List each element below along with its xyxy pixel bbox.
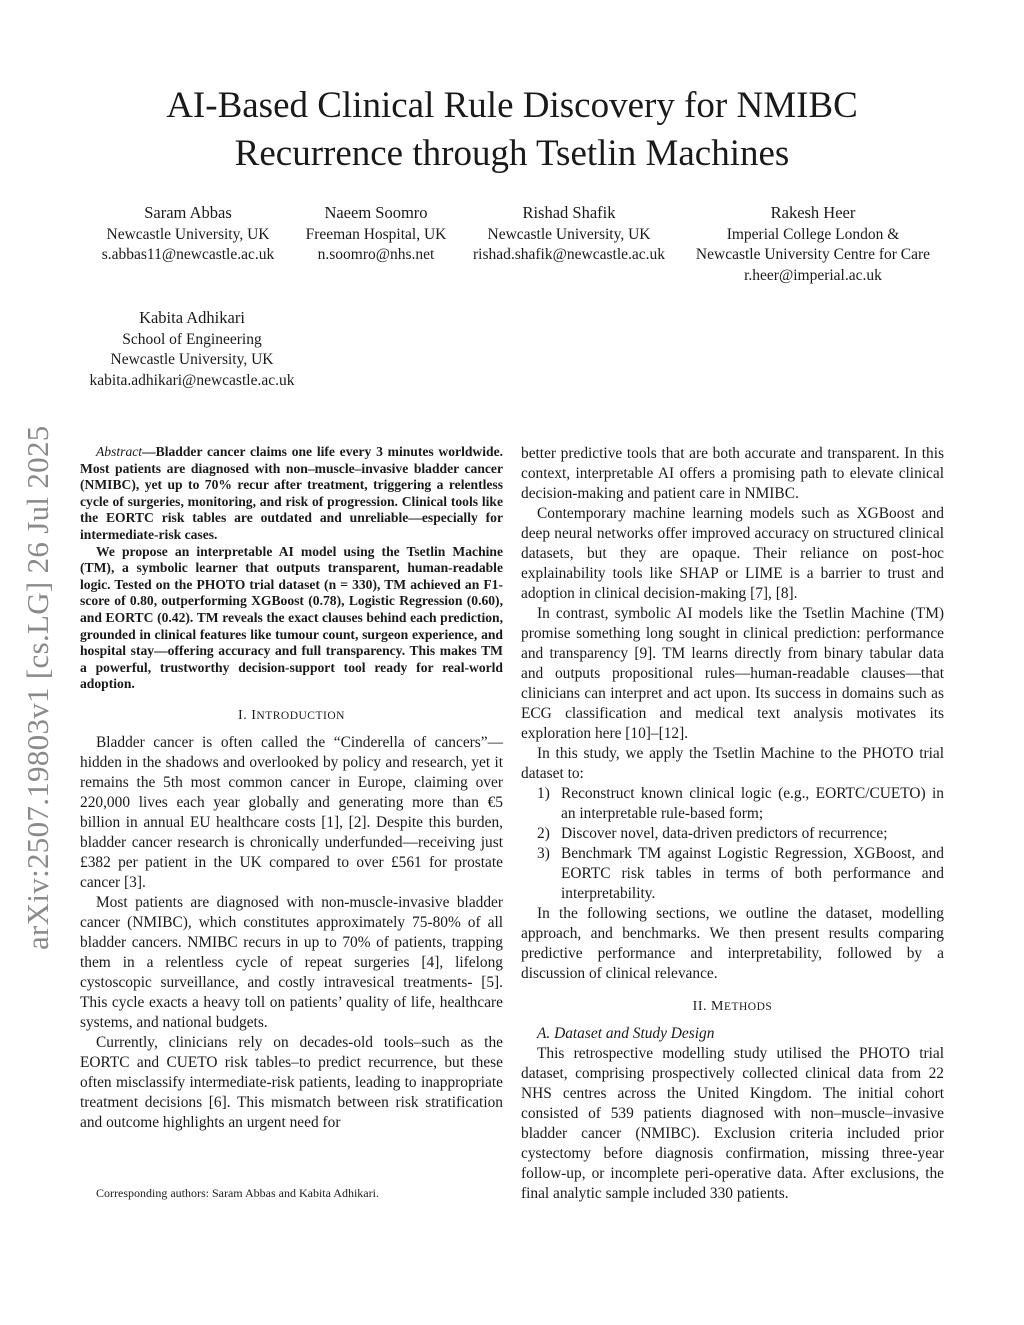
list-text: Reconstruct known clinical logic (e.g., EORTC/CUETO) in an interpretable rule-based form; (561, 785, 944, 822)
body-paragraph: Bladder cancer is often called the “Cinderella of cancers”—hidden in the shadows and overlooked by policy and research, yet it remains the 5th most common cancer in Europe, claiming over 220,000 lives each year globally and generating more than €5 billion in annual EU healthcare costs [1], [2]. Despite this burden, bladder cancer research is chronically underfunded—receiving just £382 per patient in the UK compared to over £561 for prostate cancer [3]. (80, 733, 503, 891)
list-item (521, 844, 944, 904)
author-block (88, 203, 288, 266)
list-text: Discover novel, data-driven predictors of recurrence; (561, 825, 888, 842)
section-heading-introduction (80, 706, 503, 726)
list-number: 1) (537, 785, 550, 802)
author-block (680, 203, 946, 286)
left-column (80, 444, 503, 1133)
author-name: Saram Abbas (144, 203, 232, 222)
contribution-list (521, 784, 944, 904)
body-paragraph: Currently, clinicians rely on decades-old tools–such as the EORTC and CUETO risk tables–to predict recurrence, but these often misclassify intermediate-risk patients, leading to inappropriate treatment decisions [6]. This mismatch between risk stratification and outcome highlights an urgent need for (80, 1033, 503, 1131)
abstract-paragraph (80, 444, 503, 544)
author-email: kabita.adhikari@newcastle.ac.uk (89, 371, 295, 389)
author-email: r.heer@imperial.ac.uk (744, 266, 882, 284)
section-title-rest: NTRODUCTION (256, 709, 345, 722)
body-paragraph: In the following sections, we outline the dataset, modelling approach, and benchmarks. We then present results comparing predictive performance and interpretability, followed by a discussion of clinical relevance. (521, 905, 944, 982)
list-text: Benchmark TM against Logistic Regression, XGBoost, and EORTC risk tables in terms of both performance and interpretability. (561, 845, 944, 902)
author-affiliation: Newcastle University Centre for Care (695, 246, 931, 263)
author-affiliation: Imperial College London & (726, 225, 900, 243)
body-paragraph: In this study, we apply the Tsetlin Machine to the PHOTO trial dataset to: (521, 745, 944, 782)
right-column (521, 444, 944, 1204)
body-paragraph: Most patients are diagnosed with non-muscle-invasive bladder cancer (NMIBC), which constitutes approximately 75-80% of all bladder cancers. NMIBC recurs in up to 70% of patients, trapping them in a relentless cycle of repeat surgeries [4], lifelong cystoscopic surveillance, and costly intravesical treatments- [5]. This cycle exacts a heavy toll on patients’ quality of life, healthcare systems, and national budgets. (80, 893, 503, 1031)
section-title-initial: M (711, 999, 724, 1014)
section-heading-methods (521, 997, 944, 1017)
body-paragraph: Contemporary machine learning models such as XGBoost and deep neural networks offer improved accuracy on structured clinical datasets, but they are opaque. Their reliance on post-hoc explainability tools like SHAP or LIME is a barrier to trust and adoption in clinical decision-making [7], [8]. (521, 505, 944, 602)
author-affiliation: Newcastle University, UK (487, 225, 651, 243)
arxiv-identifier: arXiv:2507.19803v1 [cs.LG] 26 Jul 2025 (20, 425, 55, 950)
body-paragraph: This retrospective modelling study utilised the PHOTO trial dataset, comprising prospectively collected clinical data from 22 NHS centres across the United Kingdom. The initial cohort consisted of 539 patients diagnosed with non–muscle–invasive bladder cancer (NMIBC). Exclusion criteria included prior cystectomy before diagnosis confirmation, missing three-year follow-up, or incomplete peri-operative data. After exclusions, the final analytic sample included 330 patients. (521, 1045, 944, 1202)
abstract-label: Abstract (96, 444, 143, 459)
list-item (521, 784, 944, 824)
section-number: I. (238, 707, 248, 723)
body-paragraph: In contrast, symbolic AI models like the Tsetlin Machine (TM) promise something long sought in clinical prediction: performance and transparency [9]. TM learns directly from binary tabular data and outputs propositional rules—human-readable clauses—that clinicians can interpret and act upon. Its success in domains such as ECG classification and medical text analysis motivates its exploration here [10]–[12]. (521, 605, 944, 742)
author-email: n.soomro@nhs.net (317, 246, 435, 263)
paper-title (0, 82, 1024, 178)
title-line-2: Recurrence through Tsetlin Machines (234, 133, 790, 174)
author-name: Naeem Soomro (324, 203, 428, 222)
abstract-paragraph: We propose an interpretable AI model using the Tsetlin Machine (TM), a symbolic learner that outputs transparent, human-readable logic. Tested on the PHOTO trial dataset (n = 330), TM achieved an F1-score of 0.80, outperforming XGBoost (0.78), Logistic Regression (0.60), and EORTC (0.42). TM reveals the exact clauses behind each prediction, grounded in clinical features like tumour count, surgeon experience, and hospital stay—offering accuracy and full transparency. This makes TM a powerful, trustworthy decision-support tool ready for real-world adoption. (80, 543, 503, 692)
list-item (521, 824, 944, 844)
author-email: s.abbas11@newcastle.ac.uk (101, 246, 275, 263)
author-name: Rakesh Heer (770, 203, 856, 222)
author-affiliation: School of Engineering (122, 330, 262, 348)
section-number: II. (692, 999, 707, 1014)
abstract (80, 444, 503, 693)
subsection-heading: A. Dataset and Study Design (537, 1025, 715, 1042)
author-email: rishad.shafik@newcastle.ac.uk (472, 246, 666, 263)
author-block (290, 203, 462, 266)
author-block (78, 308, 306, 391)
body-paragraph: better predictive tools that are both accurate and transparent. In this context, interpretable AI offers a promising path to elevate clinical decision-making and patient care in NMIBC. (521, 445, 944, 502)
author-affiliation: Freeman Hospital, UK (305, 225, 447, 243)
title-line-1: AI-Based Clinical Rule Discovery for NMIBC (166, 85, 858, 126)
author-name: Kabita Adhikari (139, 308, 245, 327)
section-title-initial: I (251, 707, 257, 723)
list-number: 2) (537, 825, 550, 842)
author-affiliation: Newcastle University, UK (106, 225, 270, 243)
author-block (462, 203, 676, 266)
author-name: Rishad Shafik (522, 203, 616, 222)
list-number: 3) (537, 845, 550, 862)
section-title-rest: ETHODS (723, 1001, 773, 1013)
footnote: Corresponding authors: Saram Abbas and Kabita Adhikari. (96, 1186, 379, 1200)
abstract-text: —Bladder cancer claims one life every 3 minutes worldwide. Most patients are diagnosed with non–muscle–invasive bladder cancer (NMIBC), yet up to 70% recur after treatment, triggering a relentless cycle of surgeries, monitoring, and risk of progression. Clinical tools like the EORTC risk tables are outdated and unreliable—especially for intermediate-risk cases. (80, 444, 503, 542)
author-affiliation: Newcastle University, UK (110, 351, 274, 368)
